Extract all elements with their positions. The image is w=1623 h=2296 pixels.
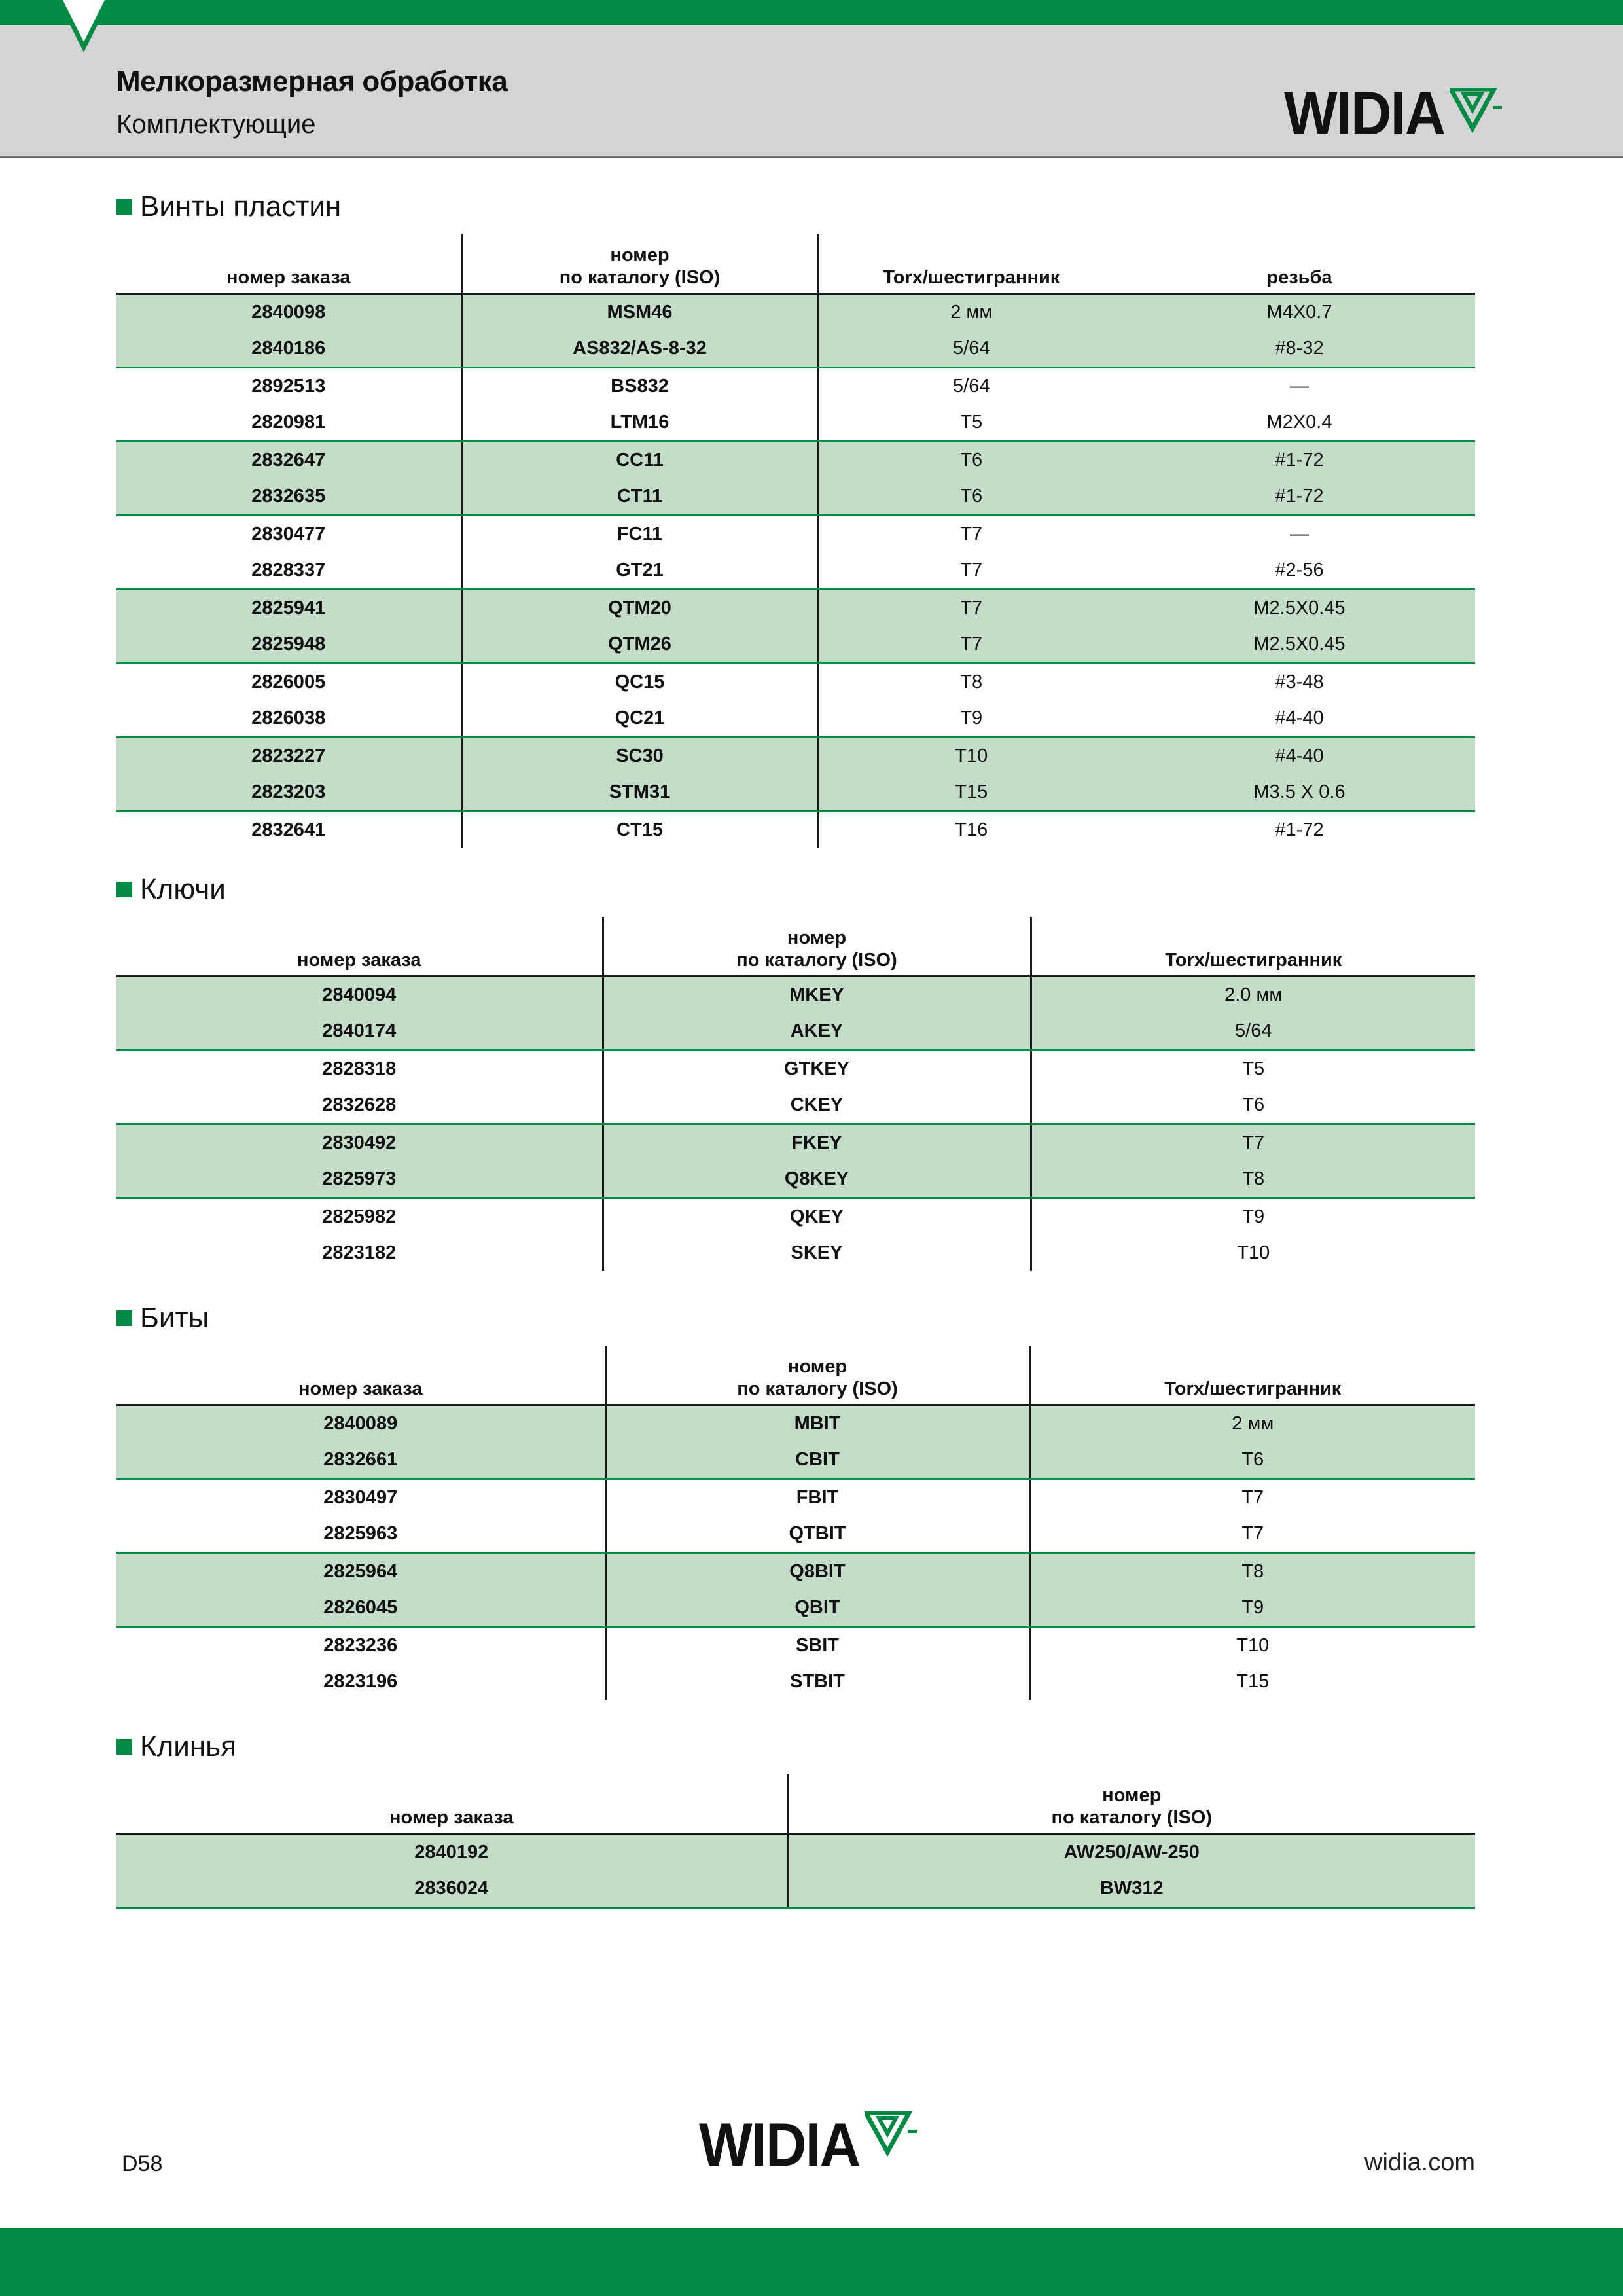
table-row (116, 331, 1475, 368)
table-cell: 2892513 (251, 375, 326, 397)
table-cell: GT21 (461, 552, 818, 590)
table-cell: QTM20 (461, 589, 818, 626)
table-cell: Q8KEY (603, 1161, 1031, 1198)
table-cell: 2828337 (116, 552, 461, 590)
section-title (116, 187, 1475, 226)
table-cell: #4-40 (1124, 737, 1475, 774)
table-row (116, 293, 1475, 331)
table-cell: 2836024 (116, 1871, 787, 1908)
green-square-icon (116, 882, 132, 897)
page-subtitle: Комплектующие (116, 110, 316, 139)
widia-triangle-icon (1450, 88, 1503, 134)
col-header-catalog (605, 1346, 1029, 1405)
green-square-icon (116, 1739, 132, 1755)
table-cell: T9 (1029, 1590, 1475, 1627)
table-cell: #1-72 (1275, 819, 1324, 840)
table-cell: STM31 (461, 774, 818, 812)
green-square-icon (116, 1310, 132, 1326)
table-cell: SKEY (603, 1235, 1031, 1271)
table-cell: T16 (818, 811, 1124, 848)
table-cell: GTKEY (603, 1050, 1031, 1087)
table-cell: #2-56 (1124, 552, 1475, 590)
table-row (116, 774, 1475, 812)
table-cell: 2826005 (251, 671, 326, 692)
table-cell: M2.5X0.45 (1124, 589, 1475, 626)
table-cell: 2823196 (323, 1670, 398, 1692)
screws-table (116, 234, 1475, 848)
page-number: D58 (122, 2151, 163, 2176)
table-cell: #8-32 (1124, 331, 1475, 368)
table-row (116, 1013, 1475, 1050)
table-cell: T15 (1029, 1664, 1475, 1700)
table-cell: 2823203 (116, 774, 461, 812)
table-row (116, 441, 1475, 478)
table-cell: 2832635 (116, 478, 461, 516)
table-cell: 2825941 (116, 589, 461, 626)
table-row (116, 1161, 1475, 1198)
top-green-bar (0, 0, 1623, 25)
col-header-order: номер заказа (116, 917, 603, 976)
table-cell: QC21 (461, 700, 818, 738)
table-cell: AKEY (603, 1013, 1031, 1050)
table-row (116, 700, 1475, 738)
table-cell: 2.0 мм (1031, 976, 1475, 1013)
table-cell: — (1290, 375, 1309, 397)
table-cell: 2825964 (116, 1552, 605, 1590)
table-cell: T8 (1029, 1552, 1475, 1590)
header-logo-text: WIDIA (1284, 79, 1445, 147)
table-cell: QTBIT (605, 1516, 1029, 1553)
footer-logo-text: WIDIA (699, 2110, 860, 2179)
col-header-catalog-line1: номер (1102, 1784, 1162, 1806)
table-cell: 2823236 (323, 1634, 398, 1656)
table-row (116, 1442, 1475, 1479)
table-cell: 2 мм (1029, 1405, 1475, 1442)
table-row (116, 404, 1475, 442)
table-cell: 2823182 (322, 1242, 397, 1263)
table-cell: 2825963 (116, 1516, 605, 1553)
table-cell: T7 (1031, 1124, 1475, 1161)
section-title-text: Винты пластин (140, 190, 342, 223)
table-cell: CC11 (461, 441, 818, 478)
table-cell: 2830477 (251, 523, 326, 545)
table-cell: 2832661 (116, 1442, 605, 1479)
table-cell: QC15 (461, 663, 818, 700)
col-header-catalog-line2: по каталогу (ISO) (737, 1378, 898, 1399)
table-cell: 2840192 (116, 1833, 787, 1871)
table-cell: T7 (818, 589, 1124, 626)
table-row (116, 478, 1475, 516)
table-cell: T6 (1031, 1087, 1475, 1124)
col-header-order: номер заказа (116, 1346, 605, 1405)
table-cell: T8 (1031, 1161, 1475, 1198)
table-row (116, 663, 1475, 700)
section-title (116, 1299, 1475, 1338)
table-cell: SBIT (605, 1626, 1029, 1664)
col-header-catalog-line1: номер (787, 1355, 847, 1377)
col-header-catalog-line1: номер (610, 244, 669, 266)
table-cell: AW250/AW-250 (787, 1833, 1475, 1871)
table-cell: CT11 (461, 478, 818, 516)
table-row (116, 1198, 1475, 1235)
table-row (116, 552, 1475, 590)
table-cell: 2832641 (251, 819, 326, 840)
table-cell: Q8BIT (605, 1552, 1029, 1590)
table-cell: BW312 (787, 1871, 1475, 1908)
table-cell: FKEY (603, 1124, 1031, 1161)
table-cell: T9 (818, 700, 1124, 738)
table-cell: M2.5X0.45 (1124, 626, 1475, 664)
table-cell: 2 мм (818, 293, 1124, 331)
col-header-catalog-line2: по каталогу (ISO) (736, 949, 897, 971)
section-bits (116, 1299, 1475, 1700)
table-cell: M2X0.4 (1124, 404, 1475, 442)
table-cell: BS832 (461, 367, 818, 404)
table-cell: T7 (1029, 1479, 1475, 1516)
keys-table (116, 917, 1475, 1271)
table-cell: 2840174 (116, 1013, 603, 1050)
table-cell: SC30 (461, 737, 818, 774)
table-row (116, 589, 1475, 626)
table-cell: 2840089 (116, 1405, 605, 1442)
col-header-drive: Torx/шестигранник (1031, 917, 1475, 976)
table-cell: T9 (1031, 1198, 1475, 1235)
col-header-order: номер заказа (116, 1774, 787, 1833)
table-cell: #1-72 (1124, 441, 1475, 478)
table-cell: 2832628 (116, 1087, 603, 1124)
page-header (0, 25, 1623, 158)
col-header-catalog (603, 917, 1031, 976)
table-cell: 2830492 (116, 1124, 603, 1161)
table-cell: STBIT (605, 1664, 1029, 1700)
table-cell: FBIT (605, 1479, 1029, 1516)
col-header-catalog-line2: по каталогу (ISO) (559, 266, 721, 288)
table-cell: 2825982 (322, 1206, 397, 1227)
table-cell: T5 (818, 404, 1124, 442)
green-square-icon (116, 199, 132, 215)
table-cell: T6 (1029, 1442, 1475, 1479)
table-row (116, 737, 1475, 774)
table-cell: T6 (818, 478, 1124, 516)
table-cell: QTM26 (461, 626, 818, 664)
table-row (116, 1590, 1475, 1627)
table-cell: QBIT (605, 1590, 1029, 1627)
table-cell: #1-72 (1124, 478, 1475, 516)
header-notch-inner (63, 0, 105, 42)
table-cell: T10 (818, 737, 1124, 774)
bits-table (116, 1346, 1475, 1700)
section-keys (116, 870, 1475, 1271)
table-cell: #3-48 (1275, 671, 1324, 692)
table-cell: T7 (818, 515, 1124, 552)
col-header-drive: Torx/шестигранник (1029, 1346, 1475, 1405)
table-cell: 2840094 (116, 976, 603, 1013)
table-cell: 2830497 (323, 1486, 398, 1508)
section-title-text: Ключи (140, 873, 226, 905)
table-cell: LTM16 (461, 404, 818, 442)
table-cell: 5/64 (1031, 1013, 1475, 1050)
table-row (116, 1124, 1475, 1161)
table-cell: #4-40 (1124, 700, 1475, 738)
table-row (116, 976, 1475, 1013)
table-cell: FC11 (461, 515, 818, 552)
section-screws (116, 187, 1475, 848)
col-header-catalog (787, 1774, 1475, 1833)
table-cell: T10 (1031, 1235, 1475, 1271)
col-header-catalog-line1: номер (787, 927, 847, 948)
table-row (116, 515, 1475, 552)
table-cell: T7 (818, 552, 1124, 590)
table-row (116, 1516, 1475, 1553)
table-cell: 2832647 (116, 441, 461, 478)
table-cell: T7 (818, 626, 1124, 664)
table-row (116, 1871, 1475, 1908)
table-cell: T5 (1031, 1050, 1475, 1087)
table-cell: 5/64 (818, 367, 1124, 404)
table-cell: CKEY (603, 1087, 1031, 1124)
table-cell: 2828318 (322, 1058, 397, 1079)
header-logo (1284, 77, 1503, 149)
page-title: Мелкоразмерная обработка (116, 65, 508, 98)
table-cell: MBIT (605, 1405, 1029, 1442)
table-cell: 2823227 (116, 737, 461, 774)
table-row (116, 1087, 1475, 1124)
table-cell: 2840186 (116, 331, 461, 368)
table-cell: MSM46 (461, 293, 818, 331)
table-row (116, 1664, 1475, 1700)
col-header-catalog (461, 234, 818, 293)
section-wedges (116, 1727, 1475, 1909)
bottom-green-bar (0, 2228, 1623, 2296)
table-row (116, 811, 1475, 848)
table-cell: 2825973 (116, 1161, 603, 1198)
wedges-table (116, 1774, 1475, 1909)
col-header-catalog-line2: по каталогу (ISO) (1051, 1806, 1213, 1828)
table-cell: T6 (818, 441, 1124, 478)
table-row (116, 1235, 1475, 1271)
table-row (116, 1050, 1475, 1087)
table-row (116, 1405, 1475, 1442)
footer-logo (699, 2109, 918, 2181)
table-cell: QKEY (603, 1198, 1031, 1235)
table-cell: 2825948 (116, 626, 461, 664)
table-cell: T10 (1029, 1626, 1475, 1664)
table-cell: 2826045 (116, 1590, 605, 1627)
section-title-text: Клинья (140, 1731, 236, 1763)
table-cell: AS832/AS-8-32 (461, 331, 818, 368)
col-header-thread: резьба (1124, 234, 1475, 293)
table-row (116, 367, 1475, 404)
table-row (116, 1479, 1475, 1516)
table-cell: CT15 (461, 811, 818, 848)
col-header-drive: Torx/шестигранник (818, 234, 1124, 293)
table-row (116, 626, 1475, 664)
table-cell: M4X0.7 (1124, 293, 1475, 331)
table-cell: 5/64 (818, 331, 1124, 368)
table-cell: MKEY (603, 976, 1031, 1013)
table-cell: 2840098 (116, 293, 461, 331)
section-title-text: Биты (140, 1302, 209, 1334)
widia-triangle-icon (865, 2111, 918, 2157)
table-cell: T15 (818, 774, 1124, 812)
table-cell: T7 (1029, 1516, 1475, 1553)
table-cell: T8 (818, 663, 1124, 700)
section-title (116, 870, 1475, 909)
table-cell: M3.5 X 0.6 (1124, 774, 1475, 812)
table-row (116, 1833, 1475, 1871)
table-cell: 2826038 (116, 700, 461, 738)
table-row (116, 1626, 1475, 1664)
col-header-order: номер заказа (116, 234, 461, 293)
section-title (116, 1727, 1475, 1767)
table-cell: CBIT (605, 1442, 1029, 1479)
website-link[interactable]: widia.com (1364, 2149, 1475, 2176)
table-cell: 2820981 (116, 404, 461, 442)
table-row (116, 1552, 1475, 1590)
table-cell: — (1290, 523, 1309, 545)
